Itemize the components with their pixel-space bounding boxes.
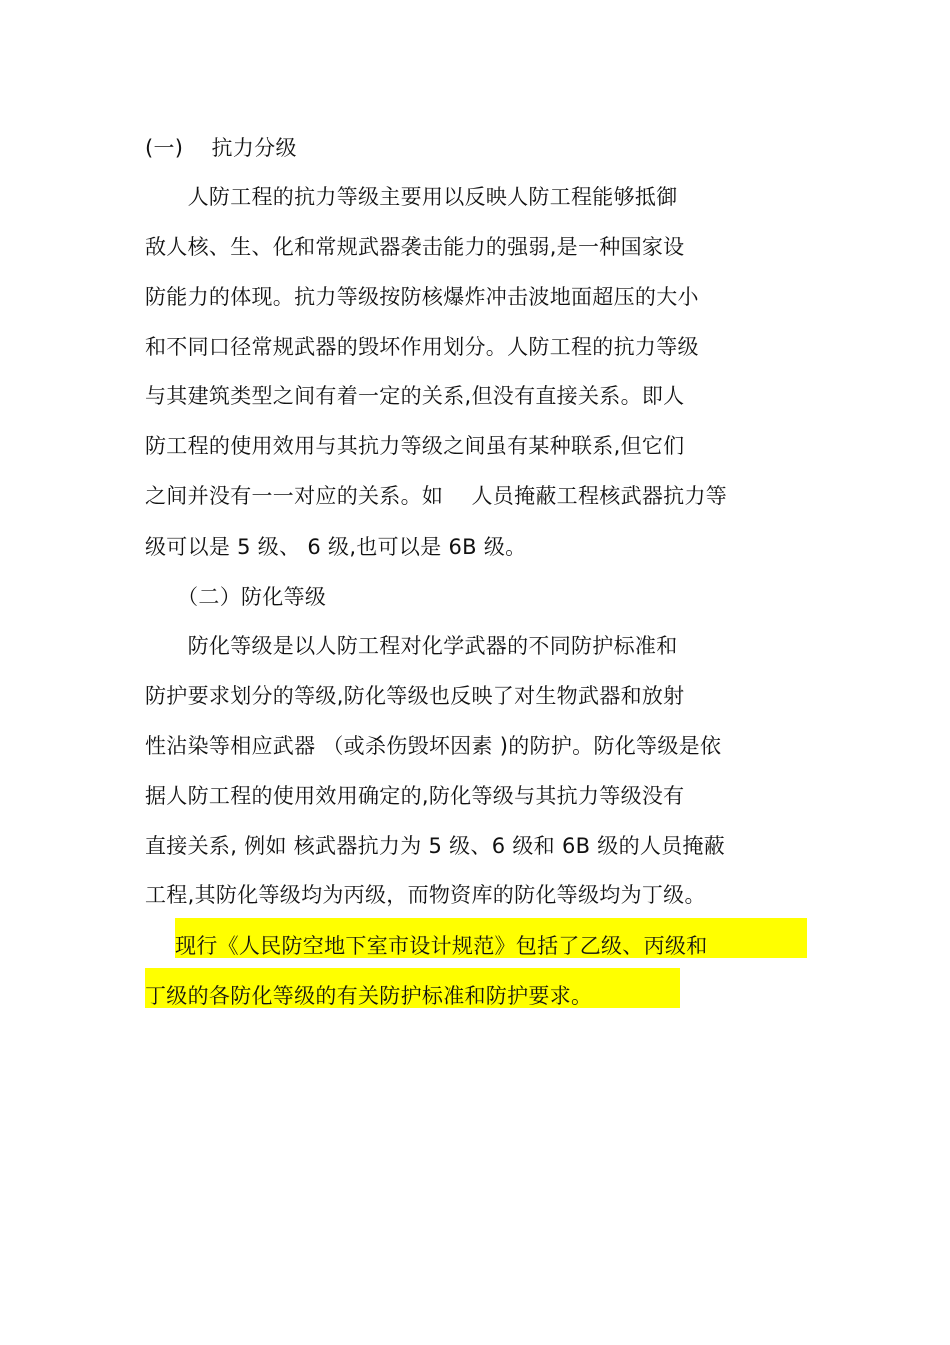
paragraph-line: 防能力的体现。抗力等级按防核爆炸冲击波地面超压的大小 xyxy=(145,285,699,309)
paragraph-line: 敌人核、生、化和常规武器袭击能力的强弱,是一种国家设 xyxy=(145,235,685,259)
highlighted-line: 丁级的各防化等级的有关防护标准和防护要求。 xyxy=(145,984,593,1008)
paragraph-line: 之间并没有一一对应的关系。如 人员掩蔽工程核武器抗力等 xyxy=(145,484,728,508)
paragraph-line: 直接关系, 例如 核武器抗力为 5 级、6 级和 6B 级的人员掩蔽 xyxy=(145,834,726,858)
paragraph-line: 性沾染等相应武器 （或杀伤毁坏因素 )的防护。防化等级是依 xyxy=(145,734,722,758)
section1-heading: (一) 抗力分级 xyxy=(145,136,297,160)
highlighted-line: 现行《人民防空地下室市设计规范》包括了乙级、丙级和 xyxy=(175,934,708,958)
paragraph-line: 工程,其防化等级均为丙级，而物资库的防化等级均为丁级。 xyxy=(145,883,706,907)
paragraph-line: 和不同口径常规武器的毁坏作用划分。人防工程的抗力等级 xyxy=(145,335,699,359)
paragraph-line: 据人防工程的使用效用确定的,防化等级与其抗力等级没有 xyxy=(145,784,685,808)
paragraph-line: 防化等级是以人防工程对化学武器的不同防护标准和 xyxy=(145,634,678,658)
paragraph-line: 级可以是 5 级、 6 级,也可以是 6B 级。 xyxy=(145,535,527,559)
paragraph-line: 与其建筑类型之间有着一定的关系,但没有直接关系。即人 xyxy=(145,384,685,408)
paragraph-line: 防工程的使用效用与其抗力等级之间虽有某种联系,但它们 xyxy=(145,434,685,458)
section2-heading: （二）防化等级 xyxy=(145,585,327,609)
paragraph-line: 人防工程的抗力等级主要用以反映人防工程能够抵御 xyxy=(145,185,678,209)
paragraph-line: 防护要求划分的等级,防化等级也反映了对生物武器和放射 xyxy=(145,684,685,708)
